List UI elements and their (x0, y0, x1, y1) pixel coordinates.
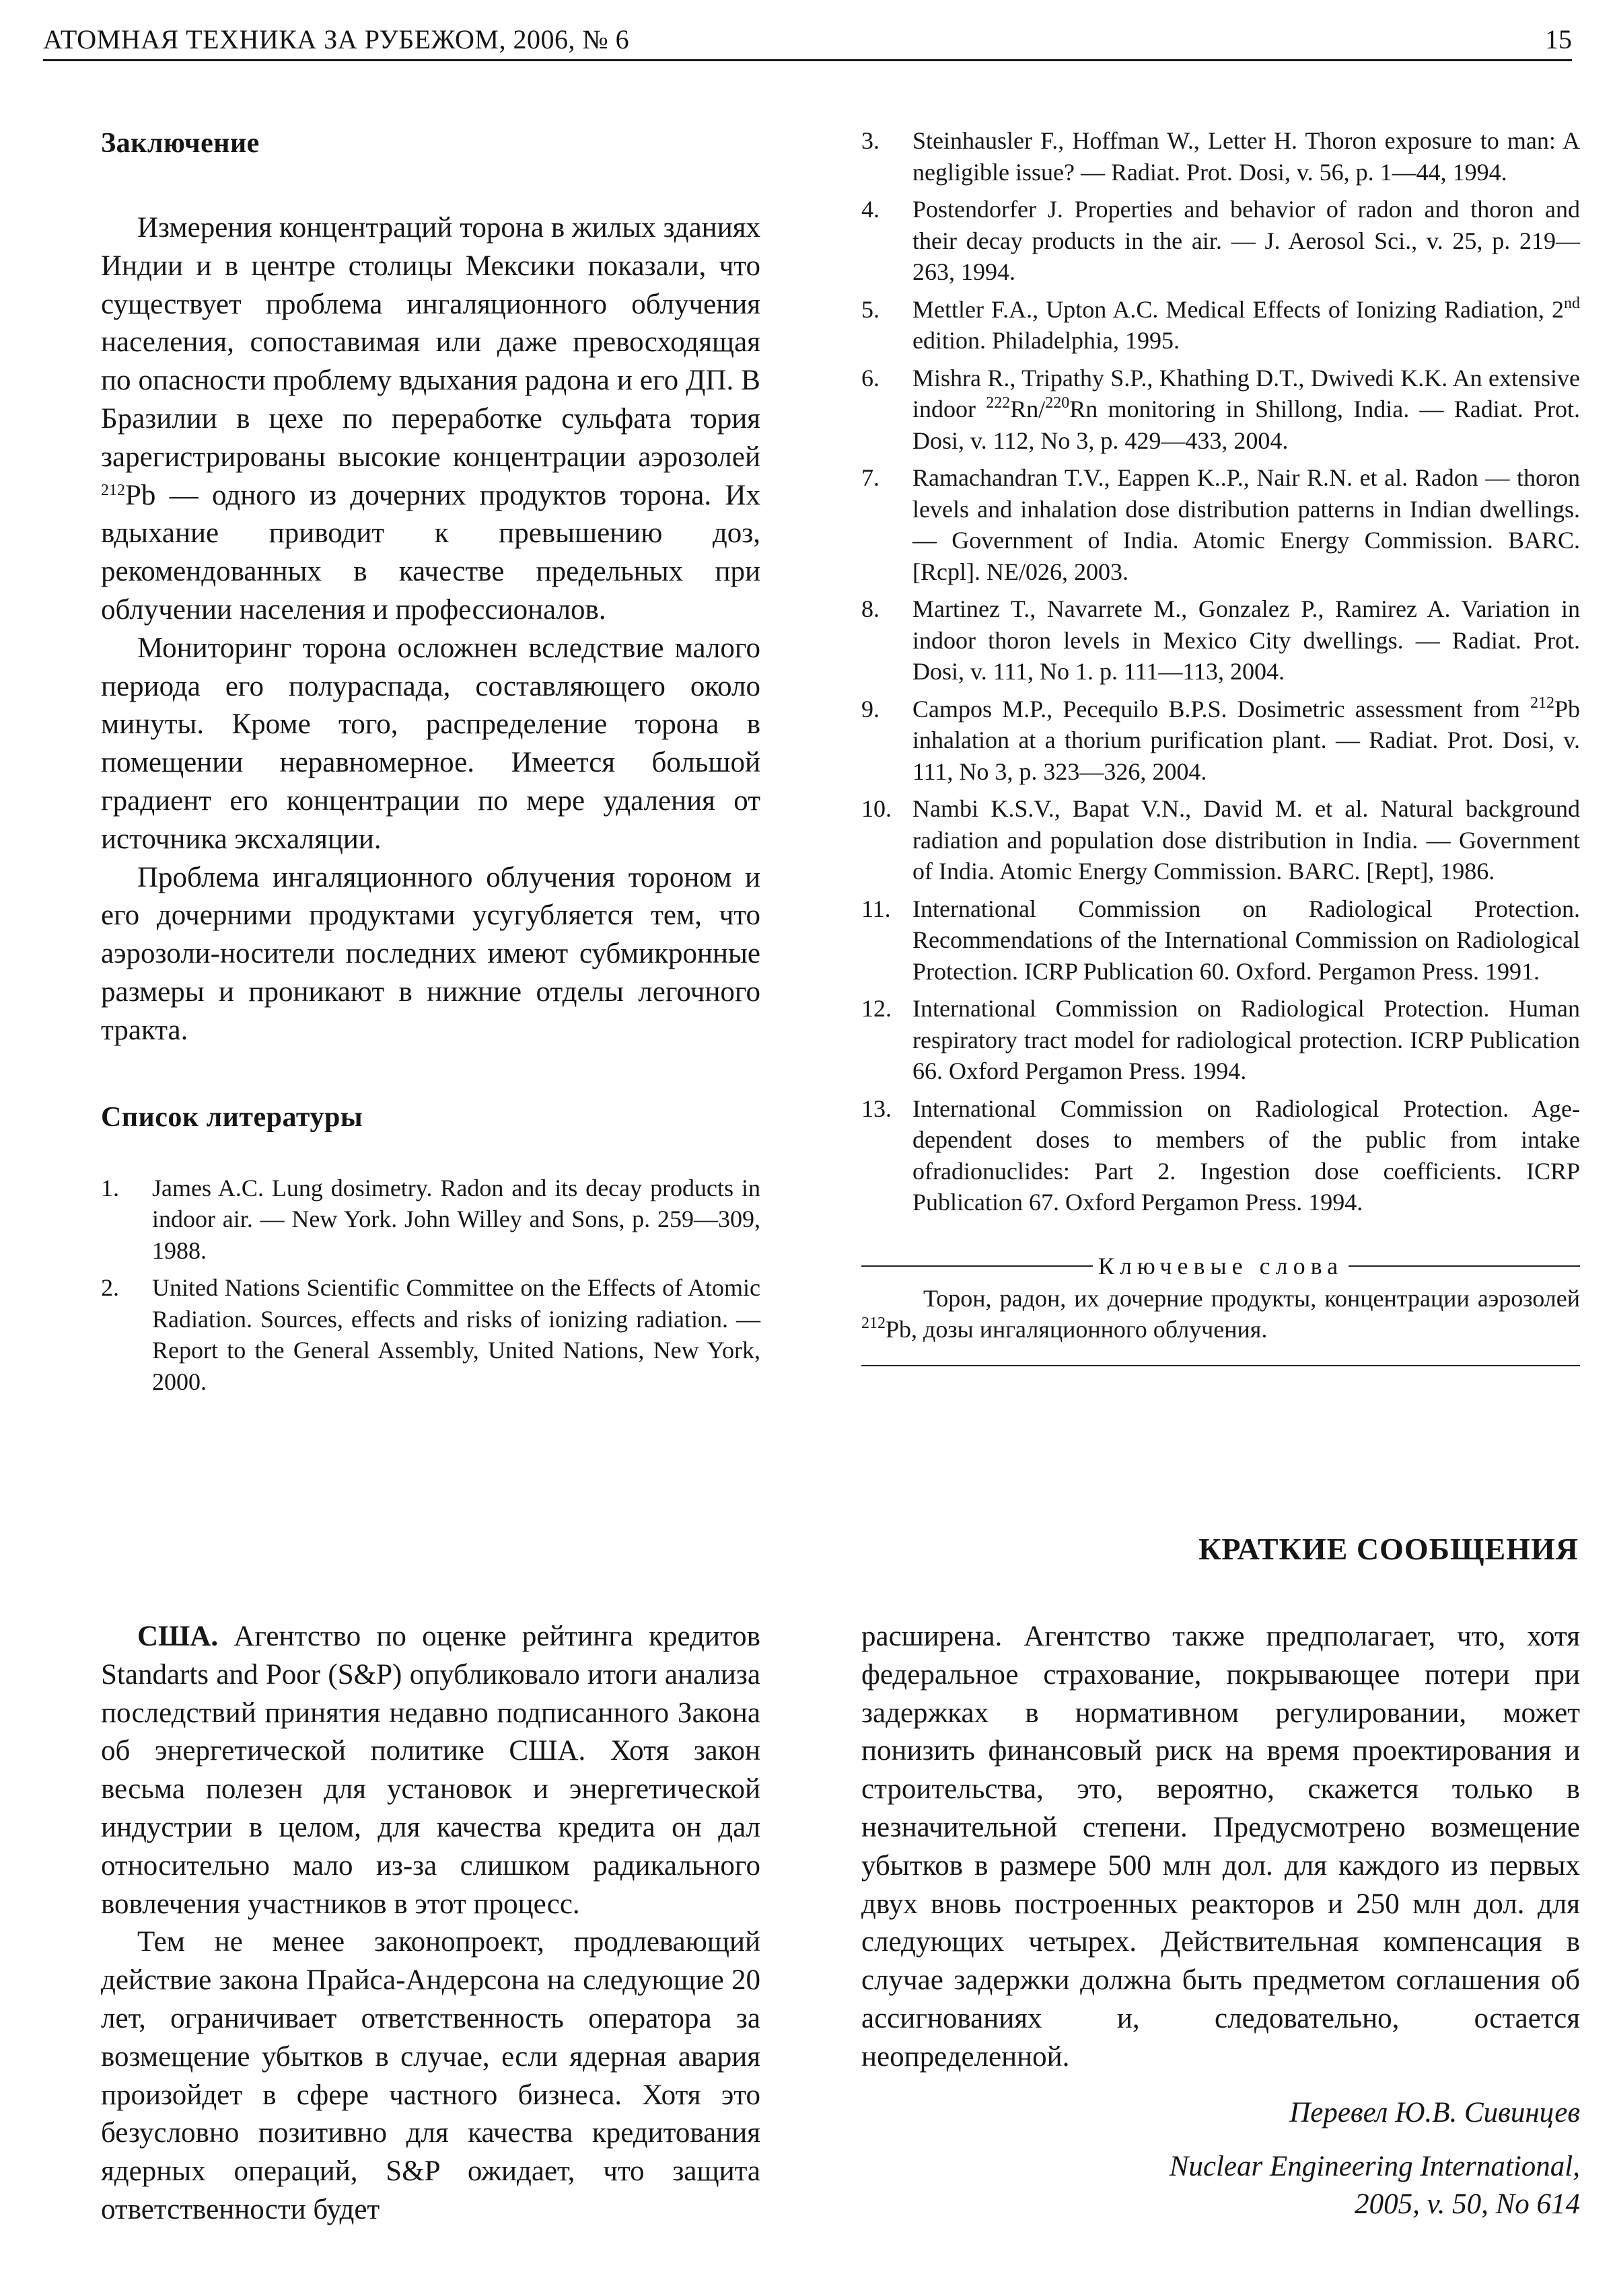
divider (861, 1265, 1093, 1267)
reference-item: 11. International Commission on Radiological Protection. Recommendations of the International Commission on Radiological Protection. ICRP Publication 60. Oxford. Pergamon Press. 1991. (861, 895, 1580, 985)
right-column (861, 125, 1580, 1366)
left-column (101, 124, 760, 1403)
references-heading: Список литературы (101, 1101, 363, 1133)
reference-item: 12. International Commission on Radiological Protection. Human respiratory tract model for radiological protection. ICRP Publication 66. Oxford Pergamon Press. 1994. (861, 995, 1580, 1084)
reference-item: 6. Mishra R., Tripathy S.P., Khathing D.T., Dwivedi K.K. An extensive indoor $^{222}$Rn/$^{220}$Rn monitoring in Shillong, India. — Radiat. Prot. Dosi, v. 112, No 3, p. 429—433, 2004. (861, 364, 1580, 454)
conclusion-paragraph: Измерения концентраций торона в жилых зданиях Индии и в центре столицы Мексики показали, что существует проблема ингаляционного облучения населения, сопоставимая или даже превосходящая по опасности проблему вдыхания радона и его ДП. В Бразилии в цехе по переработке сульфата тория зарегистрированы высокие концентрации аэрозолей $^{212}$Pb — одного из дочерних продуктов торона. Их вдыхание приводит к превышению доз, рекомендованных в качестве предельных при облучении населения и профессионалов. (101, 212, 760, 626)
news-body-left (101, 1618, 760, 2229)
reference-item: 2. United Nations Scientific Committee on the Effects of Atomic Radiation. Sources, effects and risks of ionizing radiation. — Report to the General Assembly, United Nations, New York, 2000. (101, 1274, 760, 1395)
reference-item: 8. Martinez T., Navarrete M., Gonzalez P., Ramirez A. Variation in indoor thoron levels in Mexico City dwellings. — Radiat. Prot. Dosi, v. 111, No 1. p. 111—113, 2004. (861, 595, 1580, 685)
divider (1349, 1265, 1580, 1267)
conclusion-body (101, 209, 760, 1050)
news-left-column (101, 1618, 760, 2229)
conclusion-paragraph: Проблема ингаляционного облучения тороном и его дочерними продуктами усугубляется тем, что аэрозоли-носители последних имеют субмикронные размеры и проникают в нижние отделы легочного тракта. (101, 861, 760, 1046)
reference-item: 4. Postendorfer J. Properties and behavior of radon and thoron and their decay products in the air. — J. Aerosol Sci., v. 25, p. 219—263, 1994. (861, 196, 1580, 285)
news-paragraph: США. Агентство по оценке рейтинга кредитов Standarts and Poor (S&P) опубликовало итоги анализа последствий принятия недавно подписанного Закона об энергетической политике США. Хотя закон весьма полезен для установок и энергетической индустрии в целом, для качества кредита он дал относительно мало из-за слишком радикального вовлечения участников в этот процесс. (101, 1621, 760, 1920)
divider (861, 1365, 1580, 1366)
journal-title: АТОМНАЯ ТЕХНИКА ЗА РУБЕЖОМ, 2006, № 6 (43, 24, 630, 54)
reference-item: 1. James A.C. Lung dosimetry. Radon and its decay products in indoor air. — New York. John Willey and Sons, p. 259—309, 1988. (101, 1174, 760, 1264)
news-paragraph: Тем не менее законопроект, продлевающий действие закона Прайса-Андерсона на следующие 20 лет, ограничивает ответственность оператора за возмещение убытков в случае, если ядерная авария произойдет в сфере частного бизнеса. Хотя это безусловно позитивно для качества кредитования ядерных операций, S&P ожидает, что защита ответственности будет (101, 1926, 760, 2225)
reference-item: 5. Mettler F.A., Upton A.C. Medical Effects of Ionizing Radiation, 2nd edition. Philadelphia, 1995. (861, 294, 1580, 354)
section-header: КРАТКИЕ СООБЩЕНИЯ (1198, 1532, 1579, 1566)
references-list-right (861, 125, 1580, 1218)
page-number: 15 (1545, 24, 1572, 54)
conclusion-paragraph: Мониторинг торона осложнен вследствие малого периода его полураспада, составляющего около минуты. Кроме того, распределение торона в помещении неравномерное. Имеется большой градиент его концентрации по мере удаления от источника эксхаляции. (101, 632, 760, 855)
reference-item: 3. Steinhausler F., Hoffman W., Letter H. Thoron exposure to man: A negligible issue? — Radiat. Prot. Dosi, v. 56, p. 1—44, 1994. (861, 127, 1580, 186)
keywords-title: Ключевые слова (861, 1252, 1580, 1280)
reference-item: 13. International Commission on Radiological Protection. Age-dependent doses to members of the public from intake ofradionuclides: Part 2. Ingestion dose coefficients. ICRP Publication 67. Oxford Pergamon Press. 1994. (861, 1095, 1580, 1216)
news-right-column (861, 1618, 1580, 2223)
conclusion-heading: Заключение (101, 128, 260, 159)
reference-item: 7. Ramachandran T.V., Eappen K..P., Nair R.N. et al. Radon — thoron levels and inhalation dose distribution patterns in Indian dwellings. — Government of India. Atomic Energy Commission. BARC. [Rcpl]. NE/026, 2003. (861, 464, 1580, 585)
news-body-right (861, 1618, 1580, 2077)
reference-item: 10. Nambi K.S.V., Bapat V.N., David M. et al. Natural background radiation and population dose distribution in India. — Government of India. Atomic Energy Commission. BARC. [Rept], 1986. (861, 795, 1580, 885)
references-list-left (101, 1173, 760, 1398)
news-paragraph: расширена. Агентство также предполагает, что, хотя федеральное страхование, покрывающее потери при задержках в нормативном регулировании, может понизить финансовый риск на время проектирования и строительства, это, вероятно, скажется только в незначительной степени. Предусмотрено возмещение убытков в размере 500 млн дол. для каждого из первых двух вновь построенных реакторов и 250 млн дол. для следующих четырех. Действительная компенсация в случае задержки должна быть предметом соглашения об ассигнованиях и, следовательно, остается неопределенной. (861, 1621, 1580, 2073)
reference-item: 9. Campos M.P., Pecequilo B.P.S. Dosimetric assessment from $^{212}$Pb inhalation at a thorium purification plant. — Radiat. Prot. Dosi, v. 111, No 3, p. 323—326, 2004. (861, 694, 1580, 785)
keywords-text: Торон, радон, их дочерние продукты, концентрации аэрозолей $^{212}$Pb, дозы ингаляционного облучения. (861, 1284, 1580, 1343)
keywords-block (861, 1252, 1580, 1366)
running-head (43, 20, 1572, 61)
source-citation: Nuclear Engineering International, 2005, v. 50, No 614 (1169, 2150, 1580, 2220)
translator-credit: Перевел Ю.В. Сивинцев (1289, 2096, 1580, 2128)
